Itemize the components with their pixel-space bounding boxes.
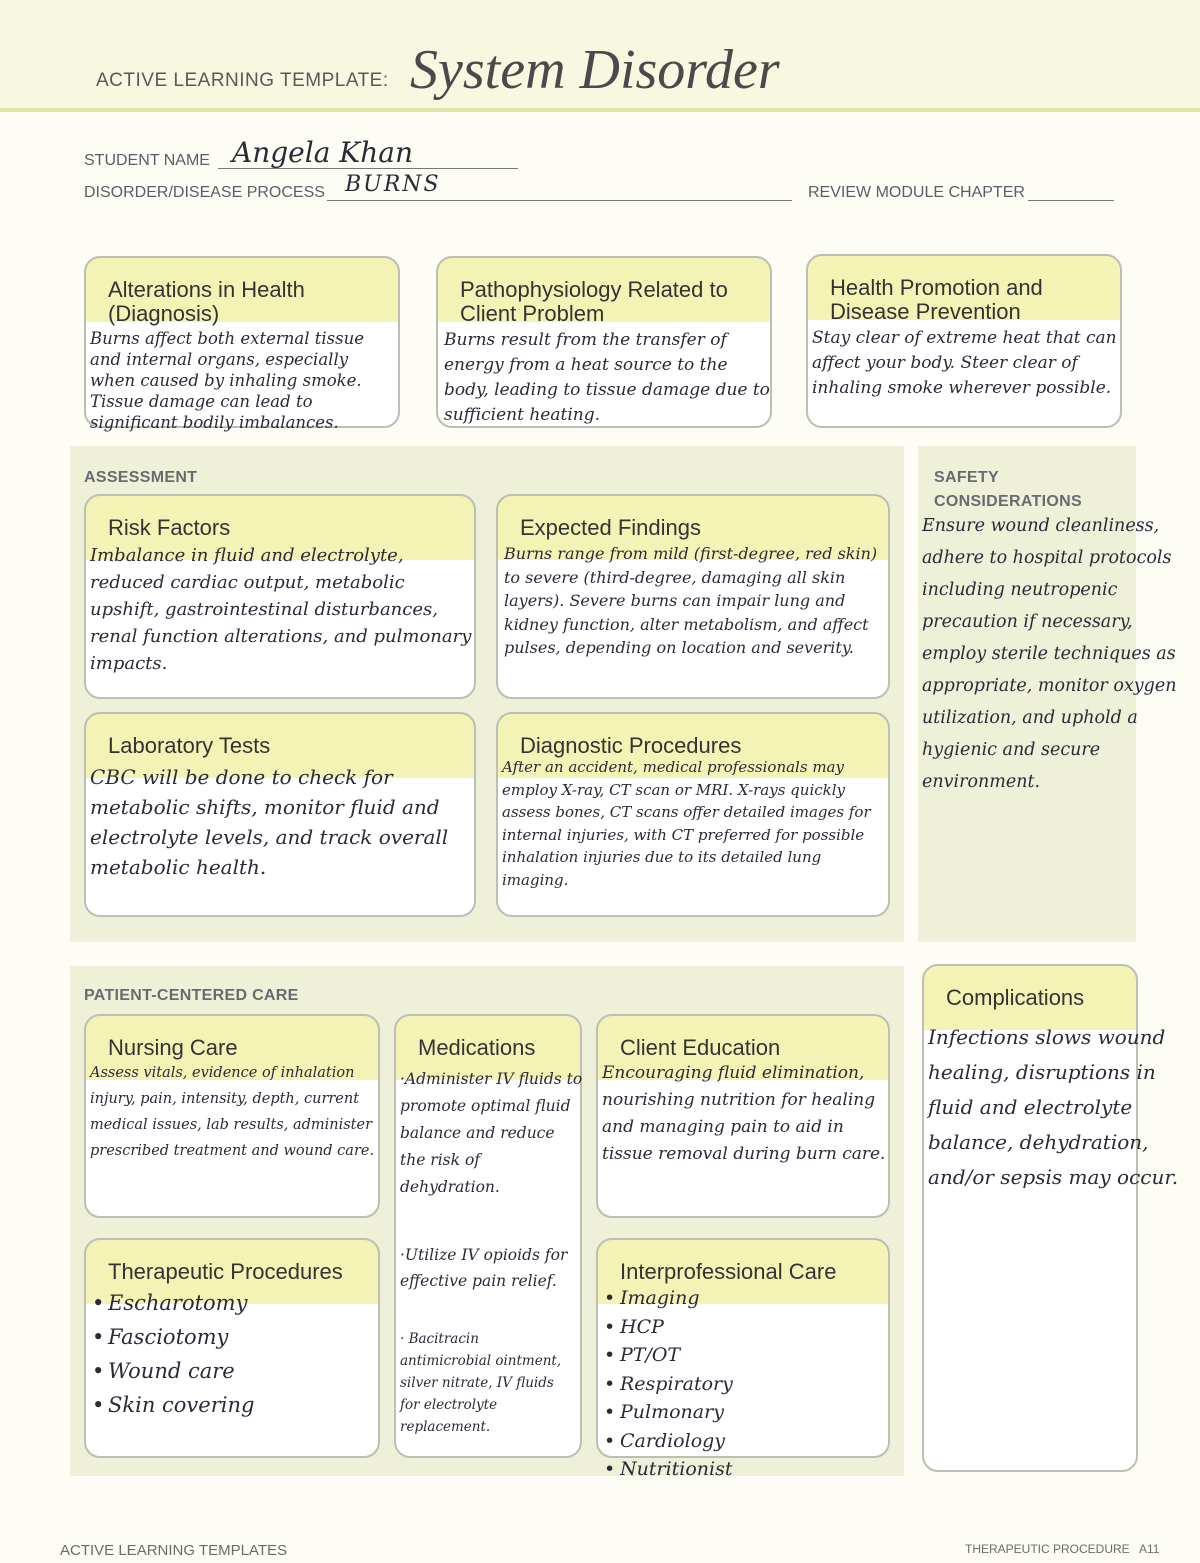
interprofessional-item[interactable]: • Cardiology: [604, 1427, 884, 1456]
client-education-text[interactable]: Encouraging fluid elimination, nourishing nutrition for healing and managing pain to aid in tissue removal during burn care.: [602, 1063, 886, 1164]
nursing-care-box: [84, 1014, 380, 1218]
expected-findings-box: [496, 494, 890, 699]
patient-care-label: PATIENT-CENTERED CARE: [84, 987, 299, 1004]
risk-factors-title: Risk Factors: [108, 515, 231, 540]
client-education-box: [596, 1014, 890, 1218]
student-name-value[interactable]: Angela Khan: [232, 136, 413, 169]
complications-box: [922, 964, 1179, 1472]
therapeutic-item[interactable]: • Escharotomy: [92, 1286, 372, 1320]
nursing-care-text[interactable]: Assess vitals, evidence of inhalation injury, pain, intensity, depth, current medical issues, lab results, administer prescribed treatment and wound care.: [90, 1065, 375, 1159]
disorder-line: [327, 200, 792, 201]
interprofessional-item[interactable]: • Nutritionist: [604, 1455, 884, 1484]
health-promotion-title: Health Promotion and Disease Prevention: [830, 275, 1043, 324]
therapeutic-procedures-list: [92, 1286, 372, 1422]
pathophysiology-box: [436, 256, 772, 428]
diagnostic-procedures-box: [496, 712, 890, 917]
therapeutic-item[interactable]: • Skin covering: [92, 1388, 372, 1422]
therapeutic-item[interactable]: • Wound care: [92, 1354, 372, 1388]
safety-label: SAFETY CONSIDERATIONS: [934, 469, 1082, 510]
interprofessional-item[interactable]: • Pulmonary: [604, 1398, 884, 1427]
medications-box: [394, 1014, 582, 1458]
interprofessional-care-list: [604, 1284, 884, 1484]
medications-text-2[interactable]: ·Utilize IV opioids for effective pain relief.: [400, 1246, 568, 1290]
medications-text-1[interactable]: ·Administer IV fluids to promote optimal fluid balance and reduce the risk of dehydration.: [400, 1070, 583, 1196]
risk-factors-text[interactable]: Imbalance in fluid and electrolyte, reduced cardiac output, metabolic upshift, gastrointestinal disturbances, renal function alterations, and pulmonary impacts.: [90, 545, 472, 674]
diagnostic-procedures-text[interactable]: After an accident, medical professionals may employ X-ray, CT scan or MRI. X-rays quickly assess bones, CT scans offer detailed images for internal injuries, with CT preferred for possible inhalation injuries due to its detailed lung imaging.: [502, 758, 871, 889]
laboratory-tests-text[interactable]: CBC will be done to check for metabolic shifts, monitor fluid and electrolyte levels, and track overall metabolic health.: [90, 765, 449, 879]
client-education-title: Client Education: [620, 1035, 781, 1060]
interprofessional-care-title: Interprofessional Care: [620, 1259, 837, 1284]
template-title: System Disorder: [410, 39, 780, 101]
chapter-label: REVIEW MODULE CHAPTER: [808, 184, 1025, 201]
interprofessional-item[interactable]: • HCP: [604, 1313, 884, 1342]
pathophysiology-text[interactable]: Burns result from the transfer of energy from a heat source to the body, leading to tissue damage due to sufficient heating.: [444, 330, 770, 425]
therapeutic-procedures-box: [84, 1238, 380, 1458]
health-promotion-box: [806, 254, 1122, 428]
nursing-care-title: Nursing Care: [108, 1035, 238, 1060]
laboratory-tests-box: [84, 712, 476, 917]
medications-text-3[interactable]: · Bacitracin antimicrobial ointment, silver nitrate, IV fluids for electrolyte replacement.: [400, 1331, 562, 1435]
alterations-box: [84, 256, 400, 432]
interprofessional-care-box: [596, 1238, 890, 1480]
medications-title: Medications: [418, 1035, 536, 1060]
diagnostic-procedures-title: Diagnostic Procedures: [520, 733, 742, 758]
expected-findings-title: Expected Findings: [520, 515, 701, 540]
laboratory-tests-title: Laboratory Tests: [108, 733, 271, 758]
safety-text[interactable]: Ensure wound cleanliness, adhere to hospital protocols including neutropenic precaution if necessary, employ sterile techniques as appropriate, monitor oxygen utilization, and uphold a hygienic and secure environment.: [922, 516, 1177, 792]
alterations-text[interactable]: Burns affect both external tissue and internal organs, especially when caused by inhaling smoke. Tissue damage can lead to significant bodily imbalances.: [90, 329, 364, 432]
template-label: ACTIVE LEARNING TEMPLATE:: [96, 70, 389, 91]
therapeutic-procedures-title: Therapeutic Procedures: [108, 1259, 343, 1284]
expected-findings-text[interactable]: Burns range from mild (first-degree, red skin) to severe (third-degree, damaging all skin layers). Severe burns can impair lung and kidney function, alter metabolism, and affect pulses, depending on location and severity.: [504, 544, 878, 657]
disorder-value[interactable]: BURNS: [345, 172, 441, 197]
assessment-label: ASSESSMENT: [84, 469, 198, 486]
interprofessional-item[interactable]: • Imaging: [604, 1284, 884, 1313]
interprofessional-item[interactable]: • PT/OT: [604, 1341, 884, 1370]
footer-right: THERAPEUTIC PROCEDURE A11: [965, 1542, 1160, 1556]
complications-text[interactable]: Infections slows wound healing, disruptions in fluid and electrolyte balance, dehydration, and/or sepsis may occur.: [928, 1025, 1179, 1189]
chapter-line[interactable]: [1028, 200, 1114, 201]
complications-title: Complications: [946, 985, 1085, 1010]
student-name-label: STUDENT NAME: [84, 152, 210, 169]
health-promotion-text[interactable]: Stay clear of extreme heat that can affect your body. Steer clear of inhaling smoke wherever possible.: [812, 328, 1117, 398]
footer-left: ACTIVE LEARNING TEMPLATES: [60, 1542, 287, 1559]
interprofessional-item[interactable]: • Respiratory: [604, 1370, 884, 1399]
disorder-label: DISORDER/DISEASE PROCESS: [84, 184, 325, 201]
alterations-title: Alterations in Health (Diagnosis): [108, 277, 305, 326]
therapeutic-item[interactable]: • Fasciotomy: [92, 1320, 372, 1354]
pathophysiology-title: Pathophysiology Related to Client Problem: [460, 277, 728, 326]
risk-factors-box: [84, 494, 476, 699]
